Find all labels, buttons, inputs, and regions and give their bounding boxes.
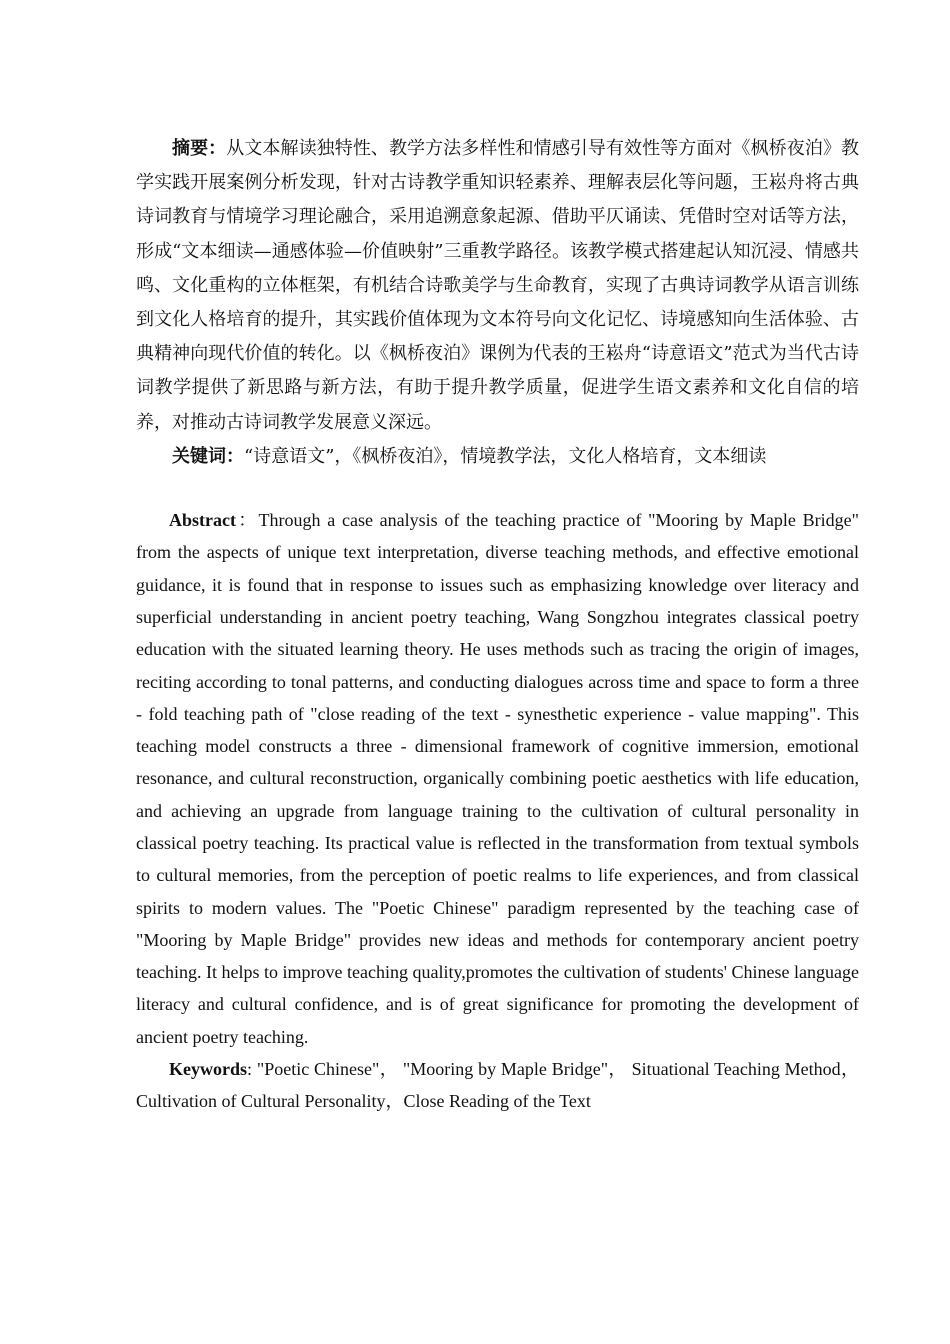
abstract-en-separator: ： <box>235 510 259 531</box>
keywords-zh <box>136 440 859 474</box>
keywords-en <box>136 1053 859 1118</box>
keywords-zh-label: 关键词： <box>172 445 244 467</box>
abstract-zh-text: 从文本解读独特性、教学方法多样性和情感引导有效性等方面对《枫桥夜泊》教学实践开展案例分析发现，针对古诗教学重知识轻素养、理解表层化等问题，王崧舟将古典诗词教育与情境学习理论融合，采用追溯意象起源、借助平仄诵读、凭借时空对话等方法，形成“文本细读—通感体验—价值映射”三重教学路径。该教学模式搭建起认知沉浸、情感共鸣、文化重构的立体框架，有机结合诗歌美学与生命教育，实现了古典诗词教学从语言训练到文化人格培育的提升，其实践价值体现为文本符号向文化记忆、诗境感知向生活体验、古典精神向现代价值的转化。以《枫桥夜泊》课例为代表的王崧舟“诗意语文”范式为当代古诗词教学提供了新思路与新方法，有助于提升教学质量，促进学生语文素养和文化自信的培养，对推动古诗词教学发展意义深远。 <box>136 138 860 433</box>
abstract-zh-label: 摘要： <box>172 138 227 159</box>
abstract-en-text: Through a case analysis of the teaching practice of "Mooring by Maple Bridge" from the aspects of unique text interpretation, diverse teaching methods, and effective emotional guidance, it is found that in response to issues such as emphasizing knowledge over literacy and superficial understanding in ancient poetry teaching, Wang Songzhou integrates classical poetry education with the situated learning theory. He uses methods such as tracing the origin of images, reciting according to tonal patterns, and conducting dialogues across time and space to form a three - fold teaching path of "close reading of the text - synesthetic experience - value mapping". This teaching model constructs a three - dimensional framework of cognitive immersion, emotional resonance, and cultural reconstruction, organically combining poetic aesthetics with life education, and achieving an upgrade from language training to the cultivation of cultural personality in classical poetry teaching. Its practical value is reflected in the transformation from textual symbols to cultural memories, from the perception of poetic realms to life experiences, and from classical spirits to modern values. The "Poetic Chinese" paradigm represented by the teaching case of "Mooring by Maple Bridge" provides new ideas and methods for contemporary ancient poetry teaching. It helps to improve teaching quality,promotes the cultivation of students' Chinese language literacy and cultural confidence, and is of great significance for promoting the development of ancient poetry teaching. <box>136 510 859 1047</box>
section-spacer <box>136 474 859 504</box>
abstract-en <box>136 504 859 1053</box>
keywords-en-text: : "Poetic Chinese"， "Mooring by Maple Bridge"， Situational Teaching Method， Cultivation of Cultural Personality，Close Reading of the Text <box>136 1059 859 1112</box>
abstract-en-label: Abstract <box>169 510 236 531</box>
abstract-zh <box>136 132 859 440</box>
keywords-zh-text: “诗意语文”，《枫桥夜泊》，情境教学法，文化人格培育，文本细读 <box>244 445 767 467</box>
document-page <box>136 132 859 1118</box>
keywords-en-label: Keywords <box>169 1059 247 1080</box>
